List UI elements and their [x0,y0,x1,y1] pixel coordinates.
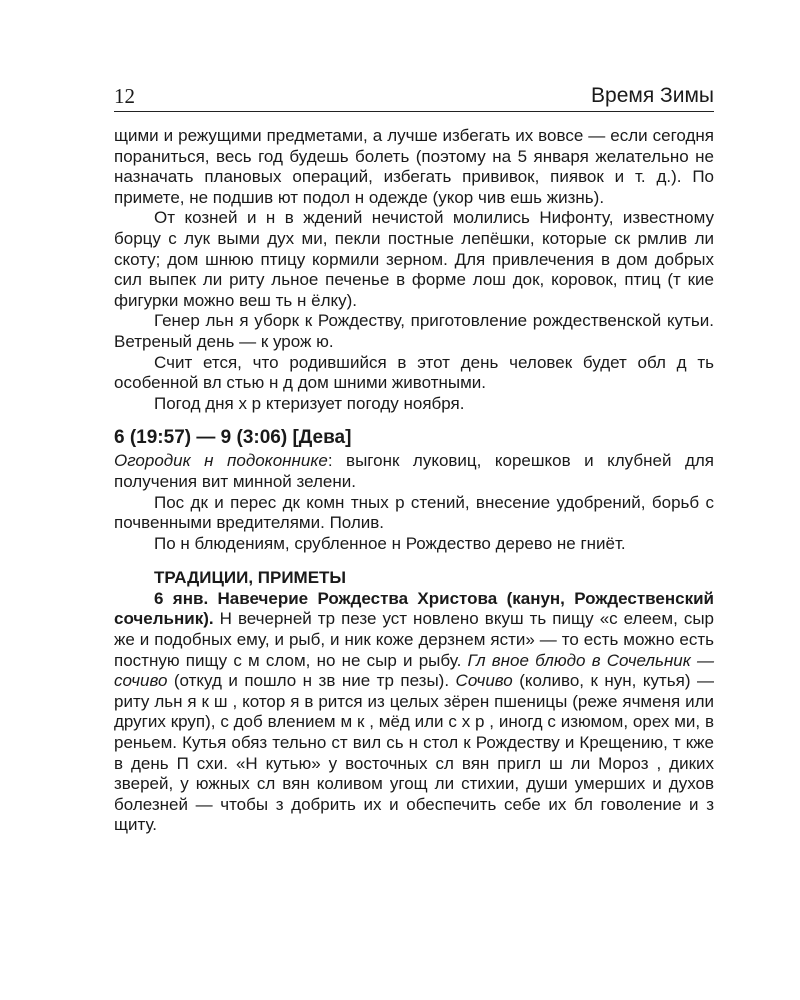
paragraph: От козней и н в ждений нечистой молились Нифонту, известному борцу с лук выми дух ми, пекли постные лепёшки, которые ск рмлив ли скоту; дом шнюю птицу кормили зерном. Для привлечения в дом добрых сил выпек ли риту льное печенье в форме лош док, коровок, птиц (т кие фигурки можно веш ть н ёлку). [114,208,714,310]
traditions-text: Н вечерней тр пезе уст новлено вкуш ть пищу «с елеем, сыр же и подобных ему, и рыб, и ник коже дерзнем ясти» — то есть можно есть постную пищу с м слом, но не сыр и рыбу. [114,609,714,670]
traditions-lead: 6 янв. Навечерие Рождества Христова (канун, Рождественский сочельник). [114,588,714,629]
running-title: Время Зимы [591,84,714,107]
traditions-paragraph [114,589,714,836]
paragraph: Погод дня х р ктеризует погоду ноября. [154,393,465,413]
header-rule [114,111,714,112]
garden-label: Огородик н подоконнике [114,451,328,471]
page-header [114,84,714,110]
paragraph: Пос дк и перес дк комн тных р стений, внесение удобрений, борьб с почвенными вредителями. Полив. [114,492,714,533]
traditions-italic: Сочиво [455,671,513,691]
traditions-italic: Гл вное блюдо в Сочельник — сочиво [114,650,714,691]
moon-phase-heading: 6 (19:57) — 9 (3:06) [Дева] [114,427,352,449]
traditions-title: ТРАДИЦИИ, ПРИМЕТЫ [154,568,347,588]
book-page [114,84,714,835]
garden-paragraph [114,451,714,492]
paragraph: По н блюдениям, срубленное н Рождество дерево не гниёт. [154,533,626,553]
page-number: 12 [114,84,135,108]
paragraph: щими и режущими предметами, а лучше избегать их вовсе — если сегодня пораниться, весь год будешь болеть (поэтому на 5 января желательно не назначать плановых операций, избегать прививок, пиявок и т. д.). По примете, не подшив ют подол н одежде (укор чив ешь жизнь). [114,126,714,207]
paragraph: Генер льн я уборк к Рождеству, приготовление рождественской кутьи. Ветреный день — к урож ю. [114,311,714,351]
page-body [114,126,714,836]
traditions-text: (коливо, к нун, кутья) — риту льн я к ш , котор я в рится из целых зёрен пшеницы (реже ячменя или других круп), с доб влением м к , мёд или с х р , иногд с изюмом, орех ми, в реньем. Кутья обяз тельно ст вил сь н стол к Рождеству и Крещению, т кже в день П сxи. «Н кутью» у восточных сл вян пригл ш ли Мороз , диких зверей, у южных сл вян коливом угощ ли стихии, души умерших и духов болезней — чтобы з добрить их и обеспечить себе их бл говоление и з щиту. [114,671,714,835]
paragraph: Счит ется, что родившийся в этот день человек будет обл д ть особенной вл стью н д дом шними животными. [114,352,714,393]
traditions-text: (откуд и пошло н зв ние тр пезы). [167,671,456,691]
garden-text: : выгонк луковиц, корешков и клубней для получения вит минной зелени. [114,451,714,491]
